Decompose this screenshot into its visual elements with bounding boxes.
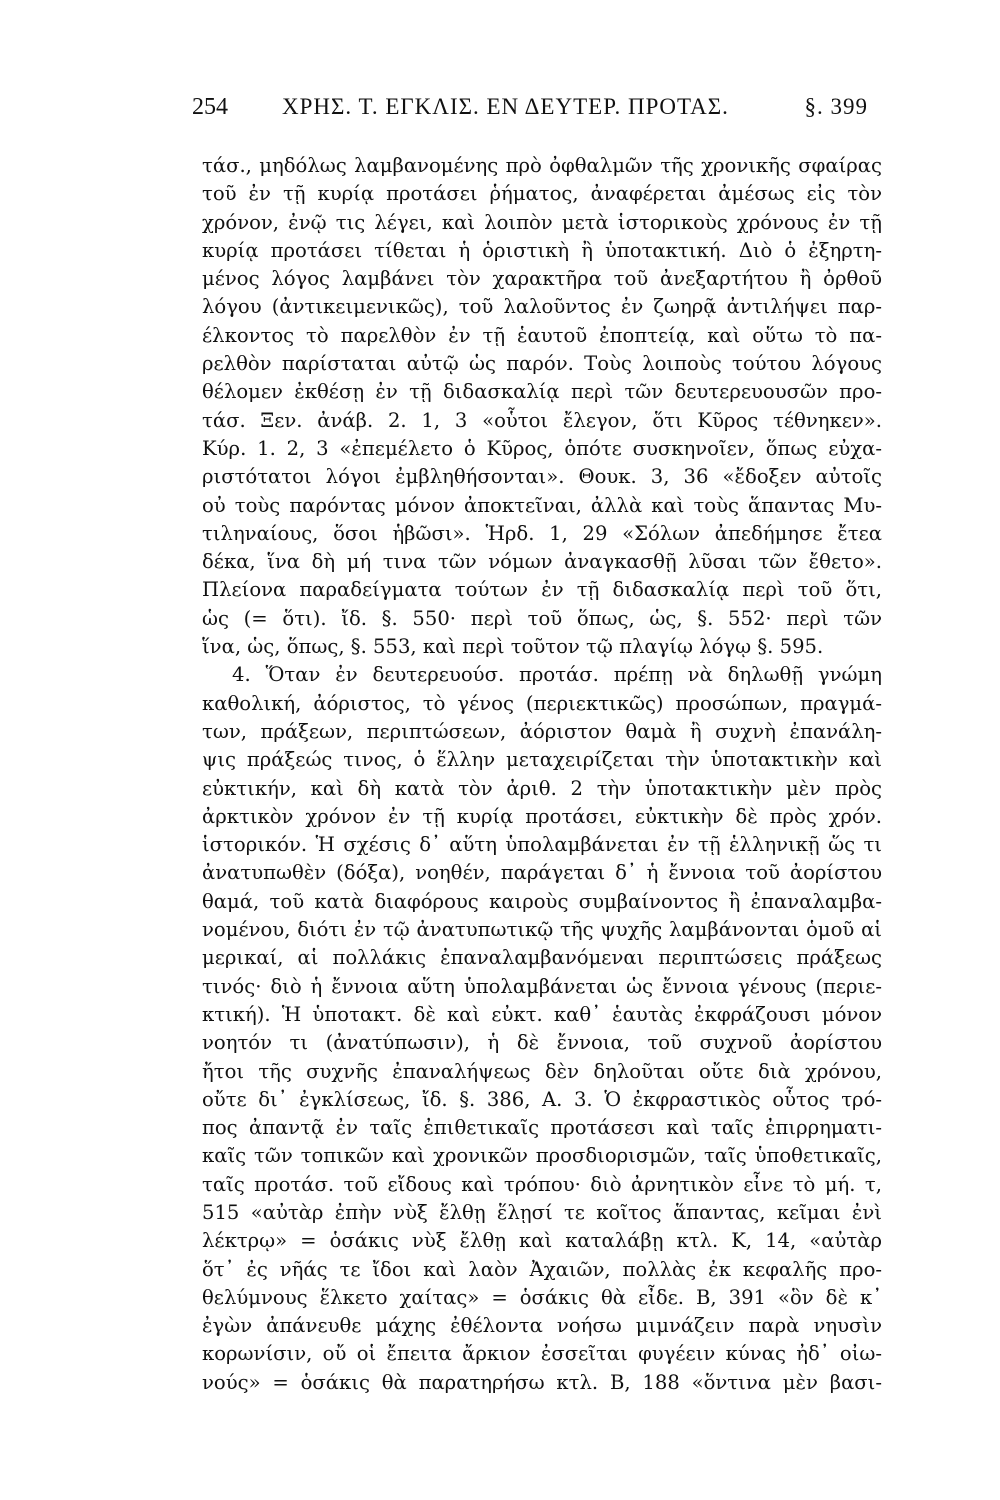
text-line: κτική). Ἡ ὑποτακτ. δὲ καὶ εὐκτ. καθ᾽ ἑαυτὰς ἐκφράζουσι μόνον — [202, 1002, 882, 1026]
text-line: οὐ τοὺς παρόντας μόνον ἀποκτεῖναι, ἀλλὰ καὶ τοὺς ἅπαντας Μυ- — [202, 493, 882, 517]
text-line: νομένου, διότι ἐν τῷ ἀνατυπωτικῷ τῆς ψυχῆς λαμβάνονται ὁμοῦ αἱ — [202, 918, 882, 942]
text-line: ταῖς προτάσ. τοῦ εἴδους καὶ τρόπου· διὸ ἀρνητικὸν εἶνε τὸ μή. τ, — [202, 1172, 882, 1196]
text-line: δέκα, ἵνα δὴ μή τινα τῶν νόμων ἀναγκασθῇ λῦσαι τῶν ἔθετο». — [202, 550, 882, 574]
running-header — [172, 90, 872, 126]
text-line: τιληναίους, ὅσοι ἡβῶσι». Ἡρδ. 1, 29 «Σόλων ἀπεδήμησε ἔτεα — [202, 521, 882, 545]
section-number: §. 399 — [804, 94, 868, 119]
text-line: ρελθὸν παρίσταται αὐτῷ ὡς παρόν. Τοὺς λοιποὺς τούτου λόγους — [202, 352, 882, 376]
text-line: μένος λόγος λαμβάνει τὸν χαρακτῆρα τοῦ ἀνεξαρτήτου ἢ ὀρθοῦ — [202, 267, 882, 291]
running-title: ΧΡΗΣ. Τ. ΕΓΚΛΙΣ. ΕΝ ΔΕΥΤΕΡ. ΠΡΟΤΑΣ. — [282, 94, 729, 119]
text-line: κυρίᾳ προτάσει τίθεται ἡ ὁριστικὴ ἢ ὑποτακτική. Διὸ ὁ ἐξηρτη- — [202, 238, 882, 262]
text-line: λόγου (ἀντικειμενικῶς), τοῦ λαλοῦντος ἐν ζωηρᾷ ἀντιλήψει παρ- — [202, 295, 882, 319]
body-text — [202, 152, 882, 1397]
text-line: εὐκτικήν, καὶ δὴ κατὰ τὸν ἀριθ. 2 τὴν ὑποτακτικὴν μὲν πρὸς — [202, 776, 882, 800]
text-line: Πλείονα παραδείγματα τούτων ἐν τῇ διδασκαλίᾳ περὶ τοῦ ὅτι, — [202, 578, 882, 602]
text-line: ριστότατοι λόγοι ἐμβληθήσονται». Θουκ. 3, 36 «ἔδοξεν αὐτοῖς — [202, 465, 882, 489]
text-line: καθολική, ἀόριστος, τὸ γένος (περιεκτικῶς) προσώπων, πραγμά- — [202, 691, 882, 715]
text-line: μερικαί, αἱ πολλάκις ἐπαναλαμβανόμεναι περιπτώσεις πράξεως — [202, 946, 882, 970]
text-line: των, πράξεων, περιπτώσεων, ἀόριστον θαμὰ ἢ συχνὴ ἐπανάλη- — [202, 719, 882, 743]
text-line: κορωνίσιν, οὔ οἱ ἔπειτα ἄρκιον ἐσσεῖται φυγέειν κύνας ἠδ᾽ οἰω- — [202, 1342, 882, 1366]
text-line: χρόνον, ἐνῷ τις λέγει, καὶ λοιπὸν μετὰ ἱστορικοὺς χρόνους ἐν τῇ — [202, 210, 882, 234]
book-page — [172, 90, 882, 1430]
text-line: ὡς (= ὅτι). ἴδ. §. 550· περὶ τοῦ ὅπως, ὡς, §. 552· περὶ τῶν — [202, 606, 882, 630]
text-line: ἐγὼν ἀπάνευθε μάχης ἐθέλοντα νοήσω μιμνάζειν παρὰ νηυσὶν — [202, 1314, 882, 1338]
text-line: θαμά, τοῦ κατὰ διαφόρους καιροὺς συμβαίνοντος ἢ ἐπαναλαμβα- — [202, 889, 882, 913]
text-line: 4. Ὅταν ἐν δευτερευούσ. προτάσ. πρέπῃ νὰ δηλωθῇ γνώμη — [232, 663, 882, 687]
text-line: ἱστορικόν. Ἡ σχέσις δ᾽ αὕτη ὑπολαμβάνεται ἐν τῇ ἑλληνικῇ ὥς τι — [202, 833, 882, 857]
text-line: τάσ., μηδόλως λαμβανομένης πρὸ ὀφθαλμῶν τῆς χρονικῆς σφαίρας — [202, 154, 882, 177]
text-line: ἤτοι τῆς συχνῆς ἐπαναλήψεως δὲν δηλοῦται οὔτε διὰ χρόνου, — [202, 1059, 882, 1083]
text-line: νοητόν τι (ἀνατύπωσιν), ἡ δὲ ἔννοια, τοῦ συχνοῦ ἀορίστου — [202, 1031, 882, 1055]
text-line: Κύρ. 1. 2, 3 «ἐπεμέλετο ὁ Κῦρος, ὁπότε συσκηνοῖεν, ὅπως εὐχα- — [202, 436, 882, 460]
text-line: πος ἀπαντᾷ ἐν ταῖς ἐπιθετικαῖς προτάσεσι καὶ ταῖς ἐπιρρηματι- — [202, 1116, 882, 1140]
text-line: 515 «αὐτὰρ ἐπὴν νὺξ ἔλθῃ ἕλῃσί τε κοῖτος ἅπαντας, κεῖμαι ἐνὶ — [202, 1200, 882, 1224]
text-line: λέκτρῳ» = ὁσάκις νὺξ ἔλθῃ καὶ καταλάβῃ κτλ. Κ, 14, «αὐτὰρ — [202, 1229, 882, 1253]
text-line: τινός· διὸ ἡ ἔννοια αὕτη ὑπολαμβάνεται ὡς ἔννοια γένους (περιε- — [202, 974, 882, 998]
text-line: νούς» = ὁσάκις θὰ παρατηρήσω κτλ. Β, 188 «ὅντινα μὲν βασι- — [202, 1370, 882, 1394]
text-line: ἵνα, ὡς, ὅπως, §. 553, καὶ περὶ τοῦτον τῷ πλαγίῳ λόγῳ §. 595. — [202, 635, 824, 659]
text-line: οὔτε δι᾽ ἐγκλίσεως, ἴδ. §. 386, Α. 3. Ὁ ἐκφραστικὸς οὗτος τρό- — [202, 1087, 882, 1111]
page-number: 254 — [192, 94, 228, 120]
text-line: τάσ. Ξεν. ἀνάβ. 2. 1, 3 «οὗτοι ἔλεγον, ὅτι Κῦρος τέθνηκεν». — [202, 408, 882, 432]
text-line: καῖς τῶν τοπικῶν καὶ χρονικῶν προσδιορισμῶν, ταῖς ὑποθετικαῖς, — [202, 1144, 882, 1168]
text-line: θελύμνους ἕλκετο χαίτας» = ὁσάκις θὰ εἶδε. Β, 391 «ὃν δὲ κ᾽ — [202, 1285, 882, 1309]
text-line: έλκοντος τὸ παρελθὸν ἐν τῇ ἑαυτοῦ ἐποπτείᾳ, καὶ οὕτω τὸ πα- — [202, 323, 882, 347]
text-line: θέλομεν ἐκθέσῃ ἐν τῇ διδασκαλίᾳ περὶ τῶν δευτερευουσῶν προ- — [202, 380, 882, 404]
text-line: τοῦ ἐν τῇ κυρίᾳ προτάσει ῥήματος, ἀναφέρεται ἀμέσως εἰς τὸν — [202, 182, 882, 206]
text-line: ἀνατυπωθὲν (δόξα), νοηθέν, παράγεται δ᾽ ἡ ἔννοια τοῦ ἀορίστου — [202, 861, 882, 885]
text-line: ἀρκτικὸν χρόνον ἐν τῇ κυρίᾳ προτάσει, εὐκτικὴν δὲ πρὸς χρόν. — [202, 804, 882, 828]
text-line: ψις πράξεώς τινος, ὁ ἕλλην μεταχειρίζεται τὴν ὑποτακτικὴν καὶ — [202, 748, 882, 772]
text-line: ὅτ᾽ ἐς νῆάς τε ἴδοι καὶ λαὸν Ἀχαιῶν, πολλὰς ἐκ κεφαλῆς προ- — [202, 1257, 882, 1281]
